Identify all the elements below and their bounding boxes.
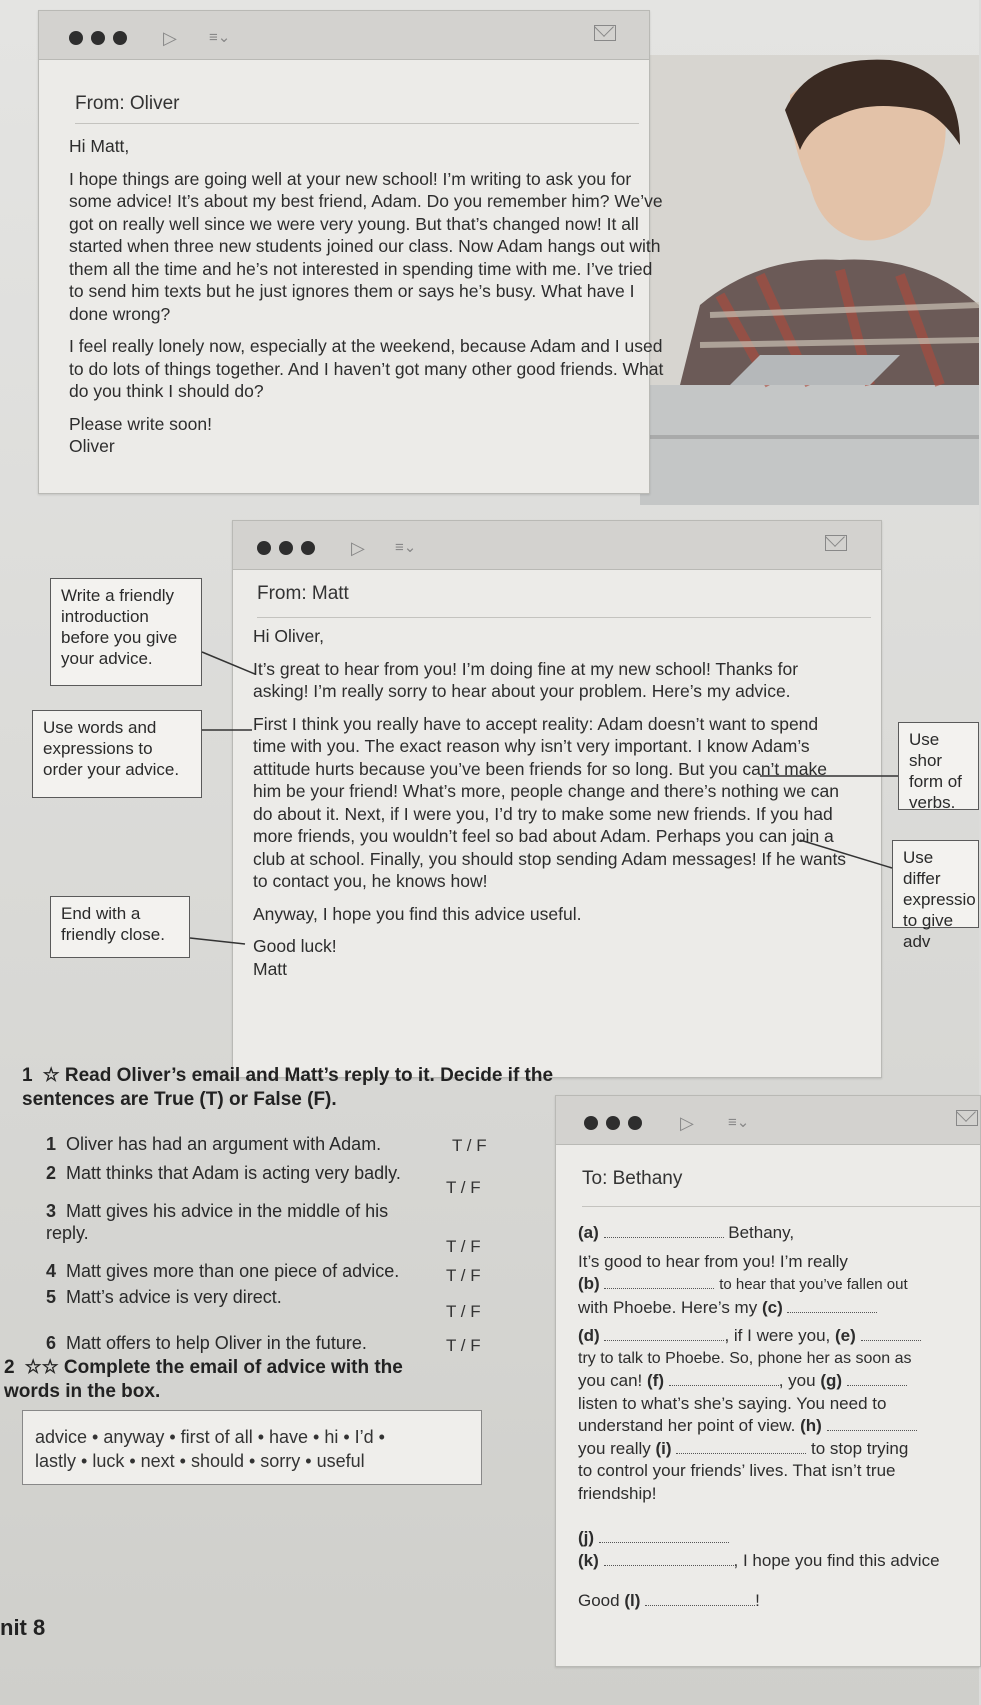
- email-from: From: Matt: [257, 583, 349, 604]
- exercise-2-heading: [4, 1356, 454, 1404]
- email-paragraph: I feel really lonely now, especially at the weekend, because Adam and I used to do lots of things together. And I haven’t got many other good friends. What do you think I should do?: [69, 336, 664, 401]
- email-to: To: Bethany: [582, 1168, 683, 1189]
- window-dot-icon: [628, 1116, 642, 1130]
- exercise-instruction: ☆ Read Oliver’s email and Matt’s reply to it. Decide if the sentences are True (T) or False (F).: [22, 1065, 554, 1110]
- exercise-item: 5 Matt’s advice is very direct.: [46, 1287, 282, 1307]
- callout-friendly-close: End with a friendly close.: [50, 896, 190, 958]
- gap-l-input[interactable]: [645, 1591, 755, 1606]
- exercise-number: 2: [4, 1357, 15, 1378]
- exercise-item: 6 Matt offers to help Oliver in the future.: [46, 1333, 367, 1353]
- email-paragraph: First I think you really have to accept reality: Adam doesn’t want to spend time with you. The exact reason why isn’t very important. I know Adam’s attitude hurts because you’ve been friends for so long. But you can’t make him be your friend! What’s more, people change and there’s nothing we can do about it. Next, if I were you, I’d try to make some new friends. If you had more friends, you wouldn’t feel so bad about Adam. Perhaps you can join a club at school. Finally, you should stop sending Adam messages! If he wants to contact you, he knows how!: [253, 713, 847, 891]
- true-false-choice[interactable]: T / F: [446, 1302, 481, 1321]
- menu-icon: ≡⌄: [728, 1114, 750, 1131]
- true-false-choice[interactable]: T / F: [446, 1266, 481, 1285]
- gap-e-input[interactable]: [861, 1326, 921, 1341]
- email-closing: Please write soon!: [69, 413, 212, 434]
- window-title-bar: [556, 1096, 980, 1145]
- email-signature: Matt: [253, 958, 288, 979]
- email-paragraph: It’s great to hear from you! I’m doing fine at my new school! Thanks for asking! I’m really sorry to hear about your problem. Here’s my advice.: [253, 658, 799, 701]
- word-box: [22, 1410, 482, 1485]
- callout-order-advice: Use words and expressions to order your advice.: [32, 710, 202, 798]
- email-greeting: Hi Matt,: [69, 136, 130, 156]
- exercise-instruction: ☆☆ Complete the email of advice with the words in the box.: [4, 1357, 403, 1402]
- send-icon: ▷: [351, 538, 365, 558]
- email-window-bethany: [555, 1095, 981, 1667]
- exercise-item: 4 Matt gives more than one piece of advice.: [46, 1261, 400, 1281]
- envelope-icon: [956, 1110, 978, 1126]
- true-false-choice[interactable]: T / F: [446, 1336, 481, 1355]
- word-box-line: advice • anyway • first of all • have • hi • I’d •: [35, 1427, 385, 1447]
- callout-short-forms: Use shor form of verbs.: [898, 722, 979, 810]
- email-paragraph: Anyway, I hope you find this advice useful.: [253, 903, 582, 924]
- gap-i-input[interactable]: [676, 1439, 806, 1454]
- gap-g-input[interactable]: [847, 1371, 907, 1386]
- true-false-choice[interactable]: T / F: [446, 1178, 481, 1197]
- exercise-number: 1: [22, 1065, 33, 1086]
- unit-label: nit 8: [0, 1615, 46, 1640]
- menu-icon: ≡⌄: [209, 29, 231, 46]
- callout-different-expressions: Use differ expressio to give adv: [892, 840, 979, 928]
- exercise-item: 3 Matt gives his advice in the middle of his reply.: [46, 1201, 389, 1243]
- gap-k-input[interactable]: [604, 1551, 734, 1566]
- email-from: From: Oliver: [75, 93, 180, 114]
- gap-d-input[interactable]: [604, 1326, 724, 1341]
- email-gapfill-body: (a) Bethany, It’s good to hear from you! I’m really (b) to hear that you’ve fallen out with Phoebe. Here’s my (c) (d) , if I were you, (e) try to talk to Phoebe. So, phone her as soon as you can! (f) , you (g) listen to what’s she’s saying. You need to understand her point of view. (h) you really (i) to stop trying to control your friends’ lives. That isn’t true friendship! (j) (k) , I hope you find this advice Good (l) !: [578, 1223, 940, 1610]
- true-false-choice[interactable]: T / F: [446, 1237, 481, 1256]
- window-dot-icon: [584, 1116, 598, 1130]
- divider: [582, 1206, 980, 1207]
- exercise-item: 1 Oliver has had an argument with Adam.: [46, 1134, 382, 1154]
- callout-introduction: Write a friendly introduction before you give your advice.: [50, 578, 202, 686]
- gap-c-input[interactable]: [787, 1298, 877, 1313]
- email-signature: Oliver: [69, 436, 115, 456]
- menu-icon: ≡⌄: [395, 539, 417, 556]
- gap-a-input[interactable]: [604, 1223, 724, 1238]
- word-box-line: lastly • luck • next • should • sorry • useful: [35, 1451, 365, 1471]
- gap-j-input[interactable]: [599, 1528, 729, 1543]
- send-icon: ▷: [163, 28, 177, 48]
- exercise-item: 2 Matt thinks that Adam is acting very badly.: [46, 1163, 401, 1183]
- email-greeting: Hi Oliver,: [253, 626, 324, 646]
- gap-h-input[interactable]: [827, 1416, 917, 1431]
- window-dot-icon: [606, 1116, 620, 1130]
- exercise-1-heading: [22, 1064, 582, 1112]
- email-closing: Good luck!: [253, 936, 337, 956]
- send-icon: ▷: [680, 1113, 694, 1133]
- true-false-choice[interactable]: T / F: [452, 1136, 487, 1155]
- email-paragraph: I hope things are going well at your new school! I’m writing to ask you for some advice! It’s about my best friend, Adam. Do you remember him? We’ve got on really well since we were very young. But that’s changed now! It all started when three new students joined our class. Now Adam hangs out with them all the time and he’s not interested in spending time with me. I’ve tried to send him texts but he just ignores them or says he’s busy. What have I done wrong?: [69, 168, 663, 324]
- gap-f-input[interactable]: [669, 1371, 779, 1386]
- gap-b-input[interactable]: [604, 1274, 714, 1289]
